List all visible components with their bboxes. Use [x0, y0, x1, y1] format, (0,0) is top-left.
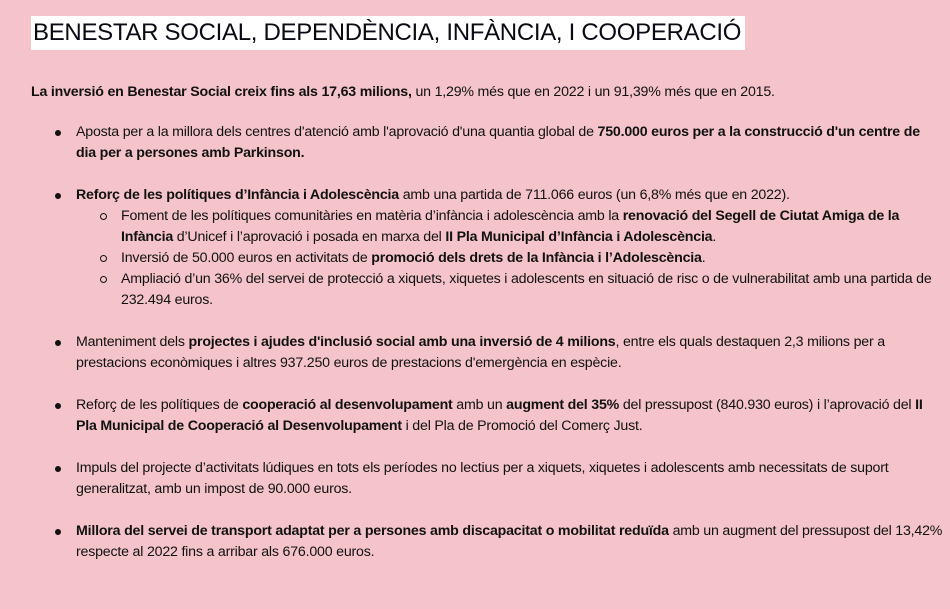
- text: del pressupost (840.930 euros) i l’aprovació del: [619, 397, 916, 413]
- bold-text: Reforç de les polítiques d’Infància i Adolescència: [76, 187, 399, 203]
- bold-text: Millora del servei de transport adaptat per a persones amb discapacitat o mobilitat reduïda: [76, 523, 669, 539]
- list-item: [31, 395, 943, 437]
- intro-text: un 1,29% més que en 2022 i un 91,39% més que en 2015.: [411, 84, 775, 100]
- text: Impuls del projecte d’activitats lúdiques en tots els períodes no lectius per a xiquets, xiquetes i adolescents amb necessitats de suport generalitzat, amb un impost de 90.000 euros.: [76, 460, 889, 497]
- list-item: [31, 185, 943, 311]
- text: .: [712, 229, 717, 245]
- text: amb un augment del pressupost del 13,42% respecte al 2022 fins a arribar als 676.000 euros.: [76, 523, 943, 560]
- text: , entre els quals destaquen 2,3 milions per a prestacions econòmiques i altres 937.250 euros de prestacions d'emergència en espècie.: [76, 334, 885, 371]
- intro-bold-text: La inversió en Benestar Social creix fins als 17,63 milions,: [31, 84, 412, 100]
- bullet-list: [31, 122, 943, 584]
- text: Reforç de les polítiques de: [76, 397, 243, 413]
- bold-text: II Pla Municipal d’Infància i Adolescència: [445, 229, 713, 245]
- text: i del Pla de Promoció del Comerç Just.: [401, 418, 643, 434]
- bold-text: cooperació al desenvolupament: [242, 397, 453, 413]
- sub-list-item: [76, 248, 943, 269]
- text: Manteniment dels: [76, 334, 189, 350]
- text: Aposta per a la millora dels centres d'atenció amb l'aprovació d'una quantia global de: [76, 124, 598, 140]
- sub-list-item: [76, 206, 943, 248]
- bold-text: augment del 35%: [506, 397, 620, 413]
- text: amb un: [452, 397, 507, 413]
- list-item: [31, 521, 943, 563]
- text: Ampliació d’un 36% del servei de protecció a xiquets, xiquetes i adolescents en situació de risc o de vulnerabilitat amb una partida de 232.494 euros.: [121, 271, 932, 308]
- text: .: [701, 250, 706, 266]
- bold-text: renovació del Segell de Ciutat Amiga de la Infància: [121, 208, 900, 245]
- text: d’Unicef i l’aprovació i posada en marxa del: [173, 229, 446, 245]
- text: amb una partida de 711.066 euros (un 6,8% més que en 2022).: [398, 187, 790, 203]
- sub-list-item: [76, 269, 943, 311]
- list-item: [31, 122, 943, 164]
- bold-text: projectes i ajudes d'inclusió social amb una inversió de 4 milions: [188, 334, 616, 350]
- list-item: [31, 332, 943, 374]
- text: Foment de les polítiques comunitàries en matèria d’infància i adolescència amb la: [121, 208, 623, 224]
- bold-text: 750.000 euros per a la construcció d'un centre de dia per a persones amb Parkinson.: [76, 124, 920, 161]
- bold-text: II Pla Municipal de Cooperació al Desenvolupament: [76, 397, 923, 434]
- sub-bullet-list: [76, 206, 943, 311]
- bold-text: promoció dels drets de la Infància i l’Adolescència: [371, 250, 702, 266]
- page-title: BENESTAR SOCIAL, DEPENDÈNCIA, INFÀNCIA, I COOPERACIÓ: [31, 16, 745, 50]
- text: Inversió de 50.000 euros en activitats de: [121, 250, 372, 266]
- intro-paragraph: [31, 82, 775, 102]
- list-item: [31, 458, 943, 500]
